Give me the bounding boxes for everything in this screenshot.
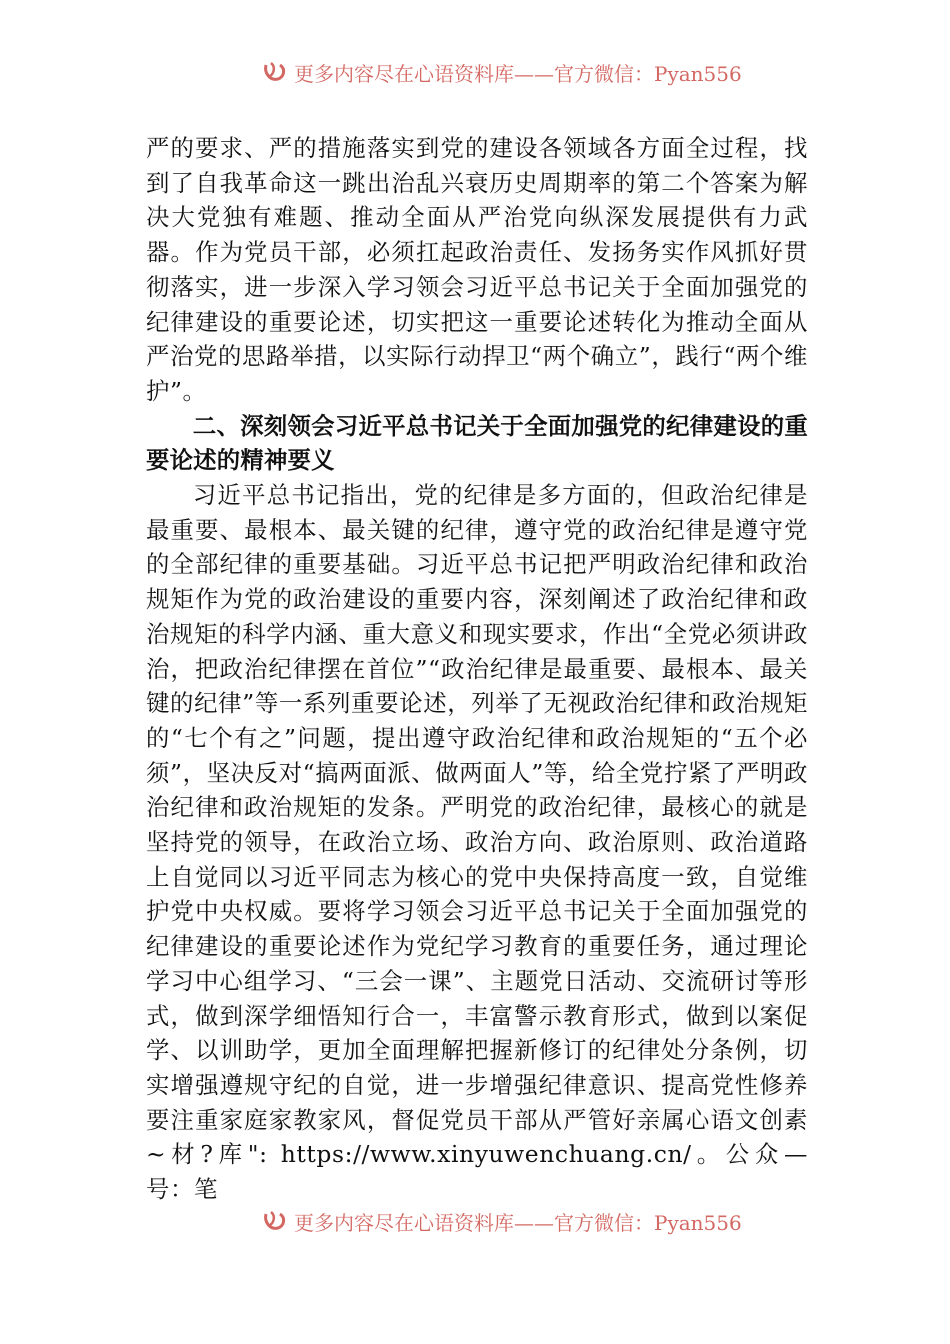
paragraph-1: 严的要求、严的措施落实到党的建设各领域各方面全过程，找到了自我革命这一跳出治乱兴衰历史周期率的第二个答案为解决大党独有难题、推动全面从严治党向纵深发展提供有力武器。作为党员干部，必须扛起政治责任、发扬务实作风抓好贯彻落实，进一步深入学习领会习近平总书记关于全面加强党的纪律建设的重要论述，切实把这一重要论述转化为推动全面从严治党的思路举措，以实际行动捍卫“两个确立”，践行“两个维护”。 — [146, 134, 808, 405]
logo-icon — [262, 1208, 288, 1234]
logo-icon — [262, 59, 288, 85]
paragraph-2: 习近平总书记指出，党的纪律是多方面的，但政治纪律是最重要、最根本、最关键的纪律，遵守党的政治纪律是遵守党的全部纪律的重要基础。习近平总书记把严明政治纪律和政治规矩作为党的政治建设的重要内容，深刻阐述了政治纪律和政治规矩的科学内涵、重大意义和现实要求，作出“全党必须讲政治，把政治纪律摆在首位”“政治纪律是最重要、最根本、最关键的纪律”等一系列重要论述，列举了无视政治纪律和政治规矩的“七个有之”问题，提出遵守政治纪律和政治规矩的“五个必须”，坚决反对“搞两面派、做两面人”等，给全党拧紧了严明政治纪律和政治规矩的发条。严明党的政治纪律，最核心的就是坚持党的领导，在政治立场、政治方向、政治原则、政治道路上自觉同以习近平同志为核心的党中央保持高度一致，自觉维护党中央权威。要将学习领会习近平总书记关于全面加强党的纪律建设的重要论述作为党纪学习教育的重要任务，通过理论学习中心组学习、“三会一课”、主题党日活动、交流研讨等形式，做到深学细悟知行合一，丰富警示教育形式，做到以案促学、以训助学，更加全面理解把握新修订的纪律处分条例，切实增强遵规守纪的自觉，进一步增强纪律意识、提高党性修养要注重家庭家教家风，督促党员干部从严管好亲属心语文创素~材?库": https://www.xinyuwenchuang.cn/。公众—号：笔 — [146, 481, 808, 1204]
document-body — [146, 131, 808, 1207]
header-watermark-text: 更多内容尽在心语资料库——官方微信：Pyan556 — [294, 61, 742, 86]
header-watermark-banner — [262, 57, 782, 87]
section-heading: 二、深刻领会习近平总书记关于全面加强党的纪律建设的重要论述的精神要义 — [146, 411, 808, 475]
footer-watermark-banner — [262, 1206, 782, 1236]
footer-watermark-text: 更多内容尽在心语资料库——官方微信：Pyan556 — [294, 1210, 742, 1235]
